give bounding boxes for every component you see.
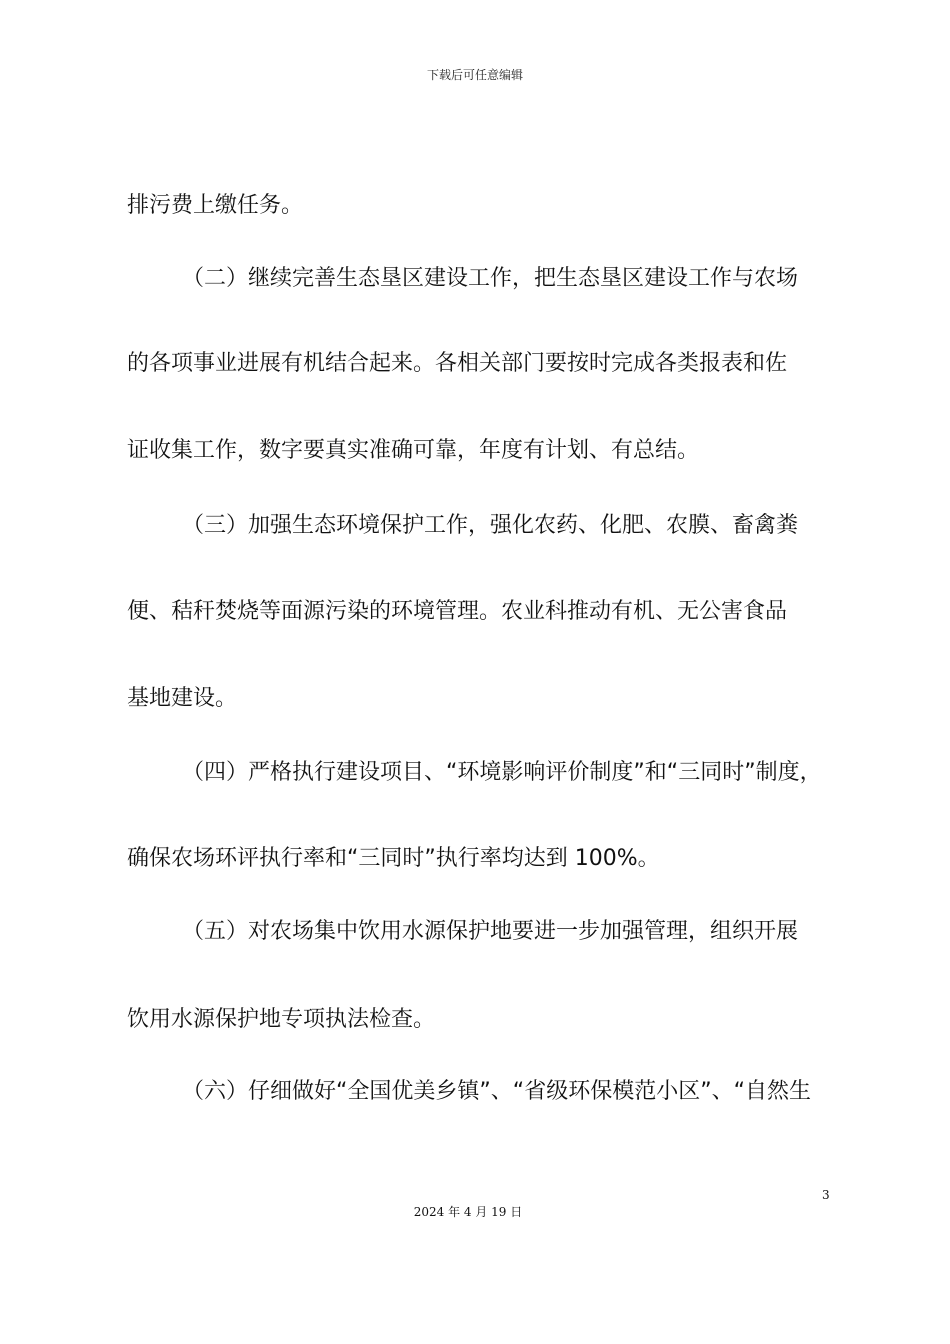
text-line: 的各项事业进展有机结合起来。各相关部门要按时完成各类报表和佐 <box>127 351 788 376</box>
text-line: 确保农场环评执行率和“三同时”执行率均达到 100%。 <box>127 846 660 871</box>
text-line: 饮用水源保护地专项执法检查。 <box>127 1007 436 1032</box>
text-line: 便、秸秆焚烧等面源污染的环境管理。农业科推动有机、无公害食品 <box>127 599 788 624</box>
text-line: 排污费上缴任务。 <box>127 193 304 218</box>
text-line: （六）仔细做好“全国优美乡镇”、“省级环保模范小区”、“自然生 <box>182 1079 811 1104</box>
text-line: （五）对农场集中饮用水源保护地要进一步加强管理，组织开展 <box>182 919 799 944</box>
text-line: （四）严格执行建设项目、“环境影响评价制度”和“三同时”制度， <box>182 760 822 785</box>
page-header: 下载后可任意编辑 <box>426 68 523 82</box>
text-line: 证收集工作，数字要真实准确可靠，年度有计划、有总结。 <box>127 438 700 463</box>
text-line: 基地建设。 <box>127 686 238 711</box>
footer-date: 2024 年 4 月 19 日 <box>413 1205 523 1219</box>
text-line: （三）加强生态环境保护工作，强化农药、化肥、农膜、畜禽粪 <box>182 513 799 538</box>
text-line: （二）继续完善生态垦区建设工作，把生态垦区建设工作与农场 <box>182 266 799 291</box>
page-number: 3 <box>822 1188 830 1202</box>
